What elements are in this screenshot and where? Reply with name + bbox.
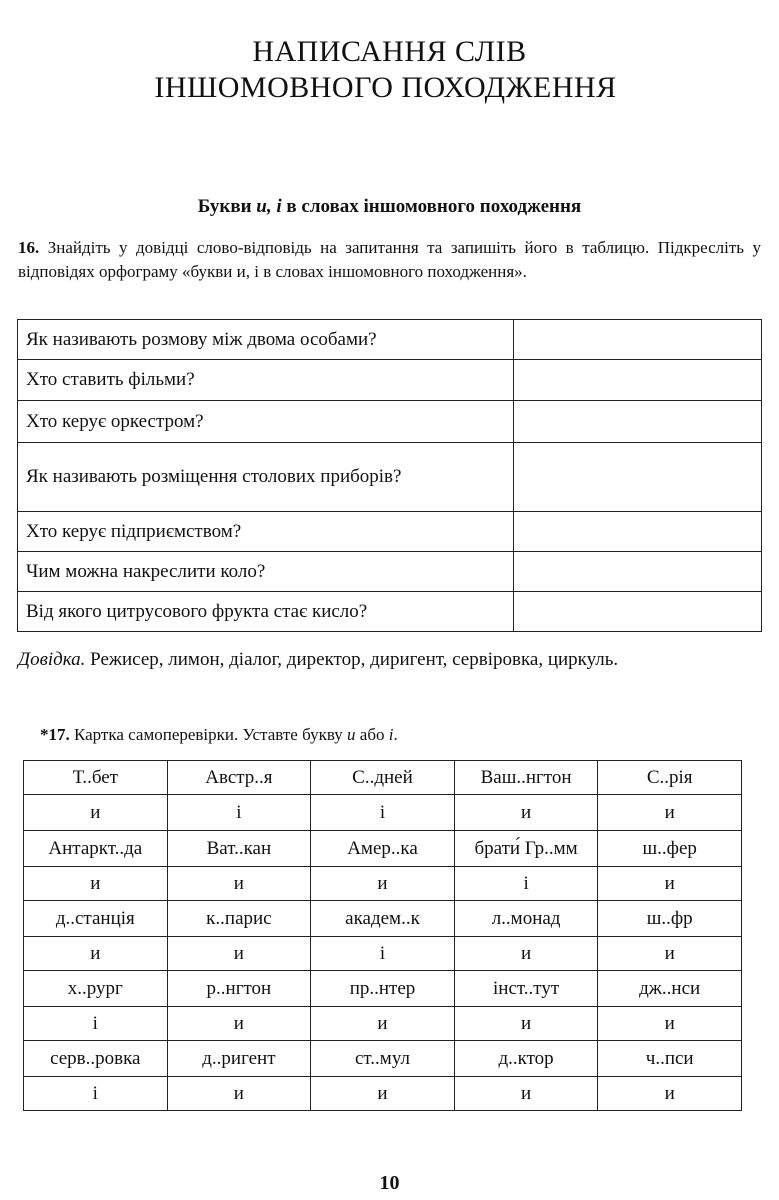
answer-cell[interactable] bbox=[513, 512, 761, 552]
answer-letter-cell: і bbox=[24, 1077, 168, 1111]
questions-table bbox=[17, 319, 762, 632]
word-row bbox=[24, 831, 742, 867]
answer-letter-cell: и bbox=[24, 795, 168, 831]
page-title-line-2: ІНШОМОВНОГО ПОХОДЖЕННЯ bbox=[154, 71, 617, 104]
task-16-text: Знайдіть у довідці слово-відповідь на запитання та запишіть його в таблицю. Підкресліть у відповідях орфограму «букви и, і в словах іншомовного походження». bbox=[18, 238, 762, 281]
word-cell: Антаркт..да bbox=[24, 831, 168, 867]
answer-letter-cell: і bbox=[311, 795, 455, 831]
task-17-text-mid: або bbox=[355, 725, 389, 744]
answer-letter-cell: и bbox=[598, 1007, 742, 1041]
answer-letter-cell: и bbox=[454, 1077, 598, 1111]
answer-row bbox=[24, 1007, 742, 1041]
answer-letter-cell: и bbox=[311, 1007, 455, 1041]
word-cell: д..станція bbox=[24, 901, 168, 937]
answer-row bbox=[24, 937, 742, 971]
word-cell: академ..к bbox=[311, 901, 455, 937]
question-row bbox=[18, 512, 762, 552]
answer-letter-cell: и bbox=[24, 937, 168, 971]
answer-letter-cell: и bbox=[598, 867, 742, 901]
word-cell: Т..бет bbox=[24, 761, 168, 795]
answer-row bbox=[24, 1077, 742, 1111]
page-title-line-1: НАПИСАННЯ СЛІВ bbox=[252, 35, 527, 68]
answer-letter-cell: и bbox=[167, 937, 311, 971]
word-cell: ч..пси bbox=[598, 1041, 742, 1077]
answer-letter-cell: и bbox=[167, 1077, 311, 1111]
word-cell: Австр..я bbox=[167, 761, 311, 795]
task-17-number: *17. bbox=[40, 725, 70, 744]
task-16-instruction bbox=[18, 236, 761, 284]
question-row bbox=[18, 401, 762, 443]
task-17-text-prefix: Картка самоперевірки. Уставте букву bbox=[74, 725, 348, 744]
question-row bbox=[18, 592, 762, 632]
answer-row bbox=[24, 795, 742, 831]
answer-letter-cell: і bbox=[311, 937, 455, 971]
word-cell: інст..тут bbox=[454, 971, 598, 1007]
section-heading-prefix: Букви bbox=[197, 196, 257, 217]
word-cell: ст..мул bbox=[311, 1041, 455, 1077]
answer-cell[interactable] bbox=[513, 443, 761, 512]
word-cell: пр..нтер bbox=[311, 971, 455, 1007]
answer-letter-cell: и bbox=[454, 937, 598, 971]
word-cell: Амер..ка bbox=[311, 831, 455, 867]
self-check-card-table bbox=[23, 760, 742, 1111]
word-cell: дж..нси bbox=[598, 971, 742, 1007]
answer-cell[interactable] bbox=[513, 552, 761, 592]
question-cell: Хто керує оркестром? bbox=[18, 401, 514, 443]
task-17-text-end: . bbox=[393, 725, 398, 744]
word-cell: С..дней bbox=[311, 761, 455, 795]
word-cell: х..рург bbox=[24, 971, 168, 1007]
answer-letter-cell: і bbox=[454, 867, 598, 901]
answer-cell[interactable] bbox=[513, 401, 761, 443]
answer-letter-cell: і bbox=[24, 1007, 168, 1041]
answer-letter-cell: и bbox=[311, 867, 455, 901]
answer-cell[interactable] bbox=[513, 360, 761, 401]
answer-cell[interactable] bbox=[513, 592, 761, 632]
word-row bbox=[24, 761, 742, 795]
task-16-number: 16. bbox=[18, 238, 40, 257]
reference-words bbox=[18, 646, 763, 674]
question-cell: Чим можна накреслити коло? bbox=[18, 552, 514, 592]
answer-letter-cell: и bbox=[598, 1077, 742, 1111]
question-cell: Від якого цитрусового фрукта стає кисло? bbox=[18, 592, 514, 632]
answer-row bbox=[24, 867, 742, 901]
word-row bbox=[24, 901, 742, 937]
answer-letter-cell: и bbox=[598, 795, 742, 831]
word-cell: р..нгтон bbox=[167, 971, 311, 1007]
word-cell: д..ригент bbox=[167, 1041, 311, 1077]
reference-text: Режисер, лимон, діалог, директор, диригент, сервіровка, циркуль. bbox=[90, 649, 619, 670]
answer-cell[interactable] bbox=[513, 320, 761, 360]
answer-letter-cell: и bbox=[598, 937, 742, 971]
reference-label: Довідка. bbox=[18, 649, 86, 670]
page-number: 10 bbox=[379, 1172, 400, 1194]
answer-letter-cell: и bbox=[454, 1007, 598, 1041]
question-cell: Хто керує підприємством? bbox=[18, 512, 514, 552]
section-heading-letters: и, і bbox=[256, 196, 282, 217]
word-cell: Ват..кан bbox=[167, 831, 311, 867]
question-cell: Хто ставить фільми? bbox=[18, 360, 514, 401]
answer-letter-cell: и bbox=[454, 795, 598, 831]
word-cell: Ваш..нгтон bbox=[454, 761, 598, 795]
word-cell: ш..фр bbox=[598, 901, 742, 937]
word-row bbox=[24, 971, 742, 1007]
question-row bbox=[18, 552, 762, 592]
task-17-letter-2: і bbox=[388, 725, 394, 744]
question-row bbox=[18, 320, 762, 360]
answer-letter-cell: і bbox=[167, 795, 311, 831]
answer-letter-cell: и bbox=[24, 867, 168, 901]
word-cell: брати́ Гр..мм bbox=[454, 831, 598, 867]
word-cell: л..монад bbox=[454, 901, 598, 937]
answer-letter-cell: и bbox=[311, 1077, 455, 1111]
word-cell: д..ктор bbox=[454, 1041, 598, 1077]
word-cell: С..рія bbox=[598, 761, 742, 795]
question-cell: Як називають розміщення столових приборів? bbox=[18, 443, 514, 512]
answer-letter-cell: и bbox=[167, 1007, 311, 1041]
word-cell: серв..ровка bbox=[24, 1041, 168, 1077]
task-17-letter-1: и bbox=[347, 725, 356, 744]
answer-letter-cell: и bbox=[167, 867, 311, 901]
task-17-instruction bbox=[40, 725, 398, 745]
word-row bbox=[24, 1041, 742, 1077]
word-cell: к..парис bbox=[167, 901, 311, 937]
question-row bbox=[18, 443, 762, 512]
word-cell: ш..фер bbox=[598, 831, 742, 867]
section-heading bbox=[0, 196, 779, 218]
section-heading-suffix: в словах іншомовного походження bbox=[281, 196, 582, 217]
question-cell: Як називають розмову між двома особами? bbox=[18, 320, 514, 360]
question-row bbox=[18, 360, 762, 401]
